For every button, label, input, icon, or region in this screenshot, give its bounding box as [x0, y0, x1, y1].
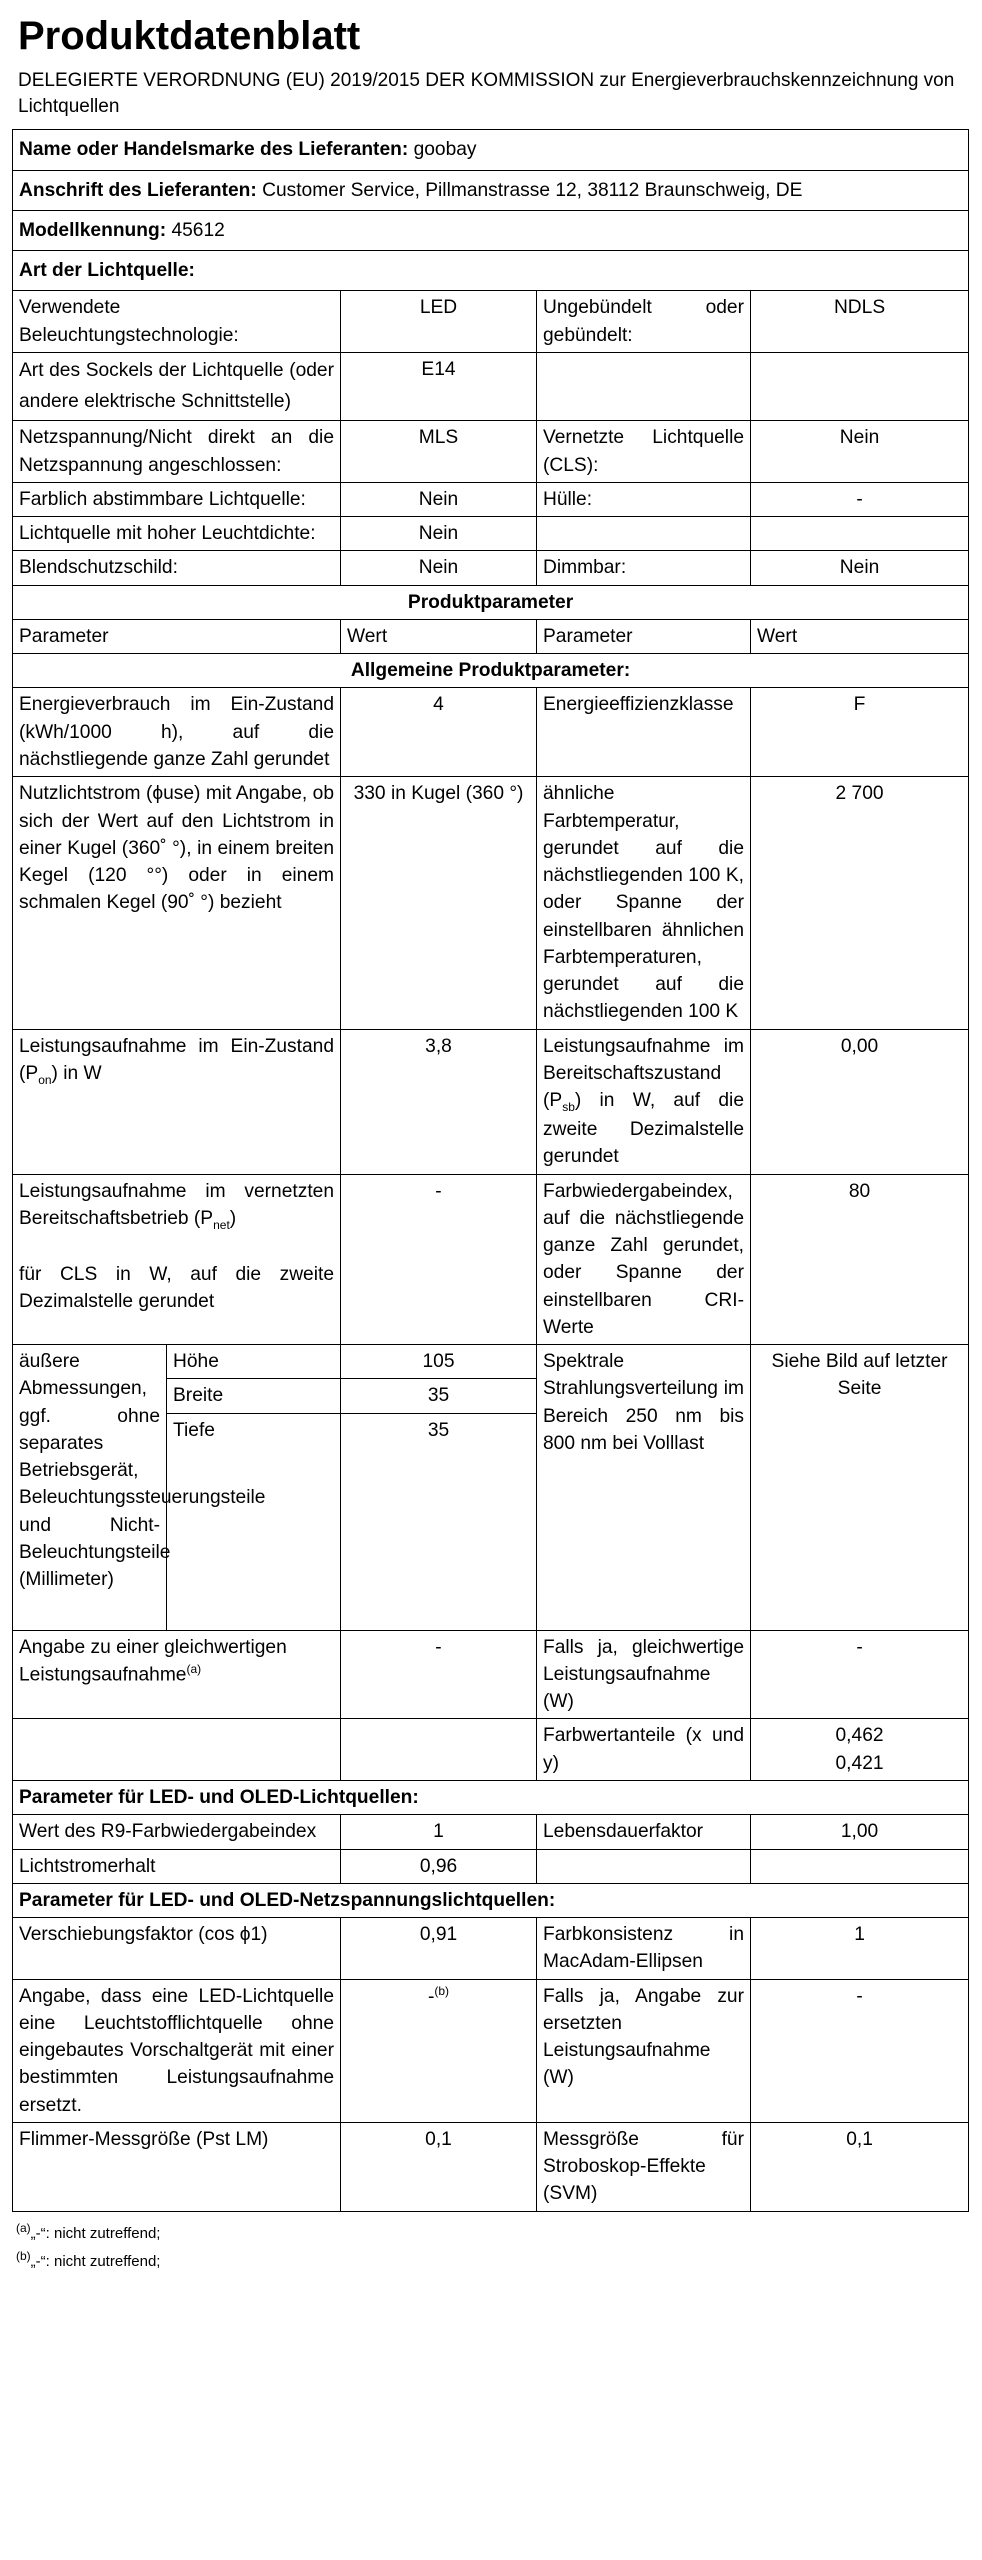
- product-params-header-row: [13, 585, 969, 619]
- class-label: Energieeffizienzklasse: [537, 688, 751, 777]
- table-row: [13, 421, 969, 483]
- footnotes: [12, 2212, 970, 2281]
- table-row: [13, 1029, 969, 1174]
- datasheet-page: [12, 0, 970, 2281]
- replace2-label: Falls ja, Angabe zur ersetzten Leistungsaufnahme (W): [537, 1979, 751, 2122]
- pon-value: 3,8: [341, 1029, 537, 1174]
- table-row: [13, 777, 969, 1029]
- type-header: Art der Lichtquelle:: [13, 251, 969, 291]
- cls-value: Nein: [751, 421, 969, 483]
- tech-value: LED: [341, 291, 537, 353]
- highlum-label: Lichtquelle mit hoher Leuchtdichte:: [13, 517, 341, 551]
- energy-label: Energieverbrauch im Ein-Zustand (kWh/1000 h), auf die nächstliegende ganze Zahl gerundet: [13, 688, 341, 777]
- table-row: [13, 1174, 969, 1345]
- height-label: Höhe: [167, 1345, 341, 1379]
- table-row: [13, 1630, 969, 1719]
- replace-label: Angabe, dass eine LED-Lichtquelle eine Leuchtstofflichtquelle ohne eingebautes Vorschaltgerät mit einer bestimmten Leistungsaufnahme ersetzt.: [13, 1979, 341, 2122]
- supplier-address-row: [13, 170, 969, 210]
- shield-value: Nein: [341, 551, 537, 585]
- disp-label: Verschiebungsfaktor (cos ϕ1): [13, 1918, 341, 1980]
- mains-header: Parameter für LED- und OLED-Netzspannungslichtquellen:: [13, 1883, 969, 1917]
- psb-value: 0,00: [751, 1029, 969, 1174]
- table-row: [13, 688, 969, 777]
- table-row: [13, 517, 969, 551]
- led-header-row: [13, 1781, 969, 1815]
- datasheet-table: [12, 129, 969, 2211]
- chroma-label: Farbwertanteile (x und y): [537, 1719, 751, 1781]
- column-header-row: [13, 619, 969, 653]
- energy-value: 4: [341, 688, 537, 777]
- table-row: [13, 1815, 969, 1849]
- height-value: 105: [341, 1345, 537, 1379]
- table-row: [13, 1918, 969, 1980]
- led-header: Parameter für LED- und OLED-Lichtquellen:: [13, 1781, 969, 1815]
- mains-value: MLS: [341, 421, 537, 483]
- general-header: Allgemeine Produktparameter:: [13, 654, 969, 688]
- product-params-header: Produktparameter: [13, 585, 969, 619]
- supplier-address-value: Customer Service, Pillmanstrasse 12, 38112 Braunschweig, DE: [262, 179, 803, 201]
- dimensions-label: äußere Abmessungen, ggf. ohne separates Betriebsgerät, Beleuchtungssteuerungsteile und Nicht-Beleuchtungsteile (Millimeter): [13, 1345, 167, 1631]
- table-row: [13, 2122, 969, 2211]
- col-param-header: Parameter: [537, 619, 751, 653]
- general-header-row: [13, 654, 969, 688]
- chroma-values: [751, 1719, 969, 1781]
- supplier-address-label: Anschrift des Lieferanten:: [19, 179, 257, 201]
- model-row: [13, 210, 969, 250]
- chroma-x: 0,462: [835, 1725, 884, 1747]
- page-title: Produktdatenblatt: [18, 14, 361, 58]
- footnote-b: $^{(b)}$„-“: nicht zutreffend;: [16, 2249, 161, 2271]
- macadam-value: 1: [751, 1918, 969, 1980]
- spd-label: Spektrale Strahlungsverteilung im Bereich 250 nm bis 800 nm bei Volllast: [537, 1345, 751, 1631]
- flux-label: Nutzlichtstrom (ϕuse) mit Angabe, ob sich der Wert auf den Lichtstrom in einer Kugel (360˚ °), in einem breiten Kegel (120 °°) oder in einem schmalen Kegel (90˚ °) bezieht: [13, 777, 341, 1029]
- socket-label: Art des Sockels der Lichtquelle (oder andere elektrische Schnittstelle): [13, 352, 341, 420]
- model-value: 45612: [171, 219, 225, 241]
- shield-label: Blendschutzschild:: [13, 551, 341, 585]
- r9-value: 1: [341, 1815, 537, 1849]
- class-value: F: [751, 688, 969, 777]
- equiv2-value: -: [751, 1630, 969, 1719]
- table-row: [13, 1979, 969, 2122]
- macadam-label: Farbkonsistenz in MacAdam-Ellipsen: [537, 1918, 751, 1980]
- pnet-value: -: [341, 1174, 537, 1345]
- col-param-header: Parameter: [13, 619, 341, 653]
- model-label: Modellkennung:: [19, 219, 167, 241]
- width-value: 35: [341, 1379, 537, 1413]
- svm-label: Messgröße für Stroboskop-Effekte (SVM): [537, 2122, 751, 2211]
- cri-value: 80: [751, 1174, 969, 1345]
- r9-label: Wert des R9-Farbwiedergabeindex: [13, 1815, 341, 1849]
- table-row: [13, 1719, 969, 1781]
- bundle-label: Ungebündelt oder gebündelt:: [537, 291, 751, 353]
- replace-value: -$^{(b)}$: [341, 1979, 537, 2122]
- tech-label: Verwendete Beleuchtungstechnologie:: [13, 291, 341, 353]
- cct-value: 2 700: [751, 777, 969, 1029]
- equiv2-label: Falls ja, gleichwertige Leistungsaufnahme (W): [537, 1630, 751, 1719]
- depth-label: Tiefe: [167, 1413, 341, 1630]
- cri-label: Farbwiedergabeindex, auf die nächstliegende ganze Zahl gerundet, oder Spanne der einstellbaren CRI-Werte: [537, 1174, 751, 1345]
- disp-value: 0,91: [341, 1918, 537, 1980]
- replace2-value: -: [751, 1979, 969, 2122]
- mains-header-row: [13, 1883, 969, 1917]
- supplier-name-value: goobay: [413, 139, 477, 161]
- table-row: [13, 291, 969, 353]
- maint-value: 0,96: [341, 1849, 537, 1883]
- tunable-value: Nein: [341, 482, 537, 516]
- col-value-header: Wert: [341, 619, 537, 653]
- life-label: Lebensdauerfaktor: [537, 1815, 751, 1849]
- table-row: [13, 482, 969, 516]
- equiv-label: Angabe zu einer gleichwertigen Leistungsaufnahme$^{(a)}$: [13, 1630, 341, 1719]
- dimmable-value: Nein: [751, 551, 969, 585]
- spd-value: Siehe Bild auf letzter Seite: [751, 1345, 969, 1631]
- mains-label: Netzspannung/Nicht direkt an die Netzspannung angeschlossen:: [13, 421, 341, 483]
- table-row: [13, 352, 969, 420]
- cls-label: Vernetzte Lichtquelle (CLS):: [537, 421, 751, 483]
- svm-value: 0,1: [751, 2122, 969, 2211]
- pon-label: Leistungsaufnahme im Ein-Zustand $(P_{on})$ in W: [13, 1029, 341, 1174]
- tunable-label: Farblich abstimmbare Lichtquelle:: [13, 482, 341, 516]
- supplier-name-row: [13, 130, 969, 170]
- table-row: [13, 1345, 969, 1379]
- pnet-label: Leistungsaufnahme im vernetzten Bereitschaftsbetrieb $(P_{net})$ für CLS in W, auf die zweite Dezimalstelle gerundet: [13, 1174, 341, 1345]
- maint-label: Lichtstromerhalt: [13, 1849, 341, 1883]
- footnote-a: $^{(a)}$„-“: nicht zutreffend;: [16, 2220, 161, 2242]
- dimmable-label: Dimmbar:: [537, 551, 751, 585]
- table-row: [13, 1849, 969, 1883]
- col-value-header: Wert: [751, 619, 969, 653]
- flicker-value: 0,1: [341, 2122, 537, 2211]
- supplier-name-label: Name oder Handelsmarke des Lieferanten:: [19, 139, 409, 161]
- type-header-row: [13, 251, 969, 291]
- envelope-label: Hülle:: [537, 482, 751, 516]
- bundle-value: NDLS: [751, 291, 969, 353]
- flux-value: 330 in Kugel (360 °): [341, 777, 537, 1029]
- life-value: 1,00: [751, 1815, 969, 1849]
- highlum-value: Nein: [341, 517, 537, 551]
- table-row: [13, 551, 969, 585]
- equiv-value: -: [341, 1630, 537, 1719]
- chroma-y: 0,421: [835, 1752, 884, 1774]
- regulation-intro: DELEGIERTE VERORDNUNG (EU) 2019/2015 DER KOMMISSION zur Energieverbrauchskennzeichnung von Lichtquellen: [18, 70, 955, 117]
- width-label: Breite: [167, 1379, 341, 1413]
- cct-label: ähnliche Farbtemperatur, gerundet auf die nächstliegenden 100 K, oder Spanne der einstellbaren ähnlichen Farbtemperaturen, gerundet auf die nächstliegenden 100 K: [537, 777, 751, 1029]
- depth-value: 35: [341, 1413, 537, 1630]
- envelope-value: -: [751, 482, 969, 516]
- socket-value: E14: [341, 352, 537, 420]
- flicker-label: Flimmer-Messgröße (Pst LM): [13, 2122, 341, 2211]
- psb-label: Leistungsaufnahme im Bereitschaftszustand $(P_{sb})$ in W, auf die zweite Dezimalstelle gerundet: [537, 1029, 751, 1174]
